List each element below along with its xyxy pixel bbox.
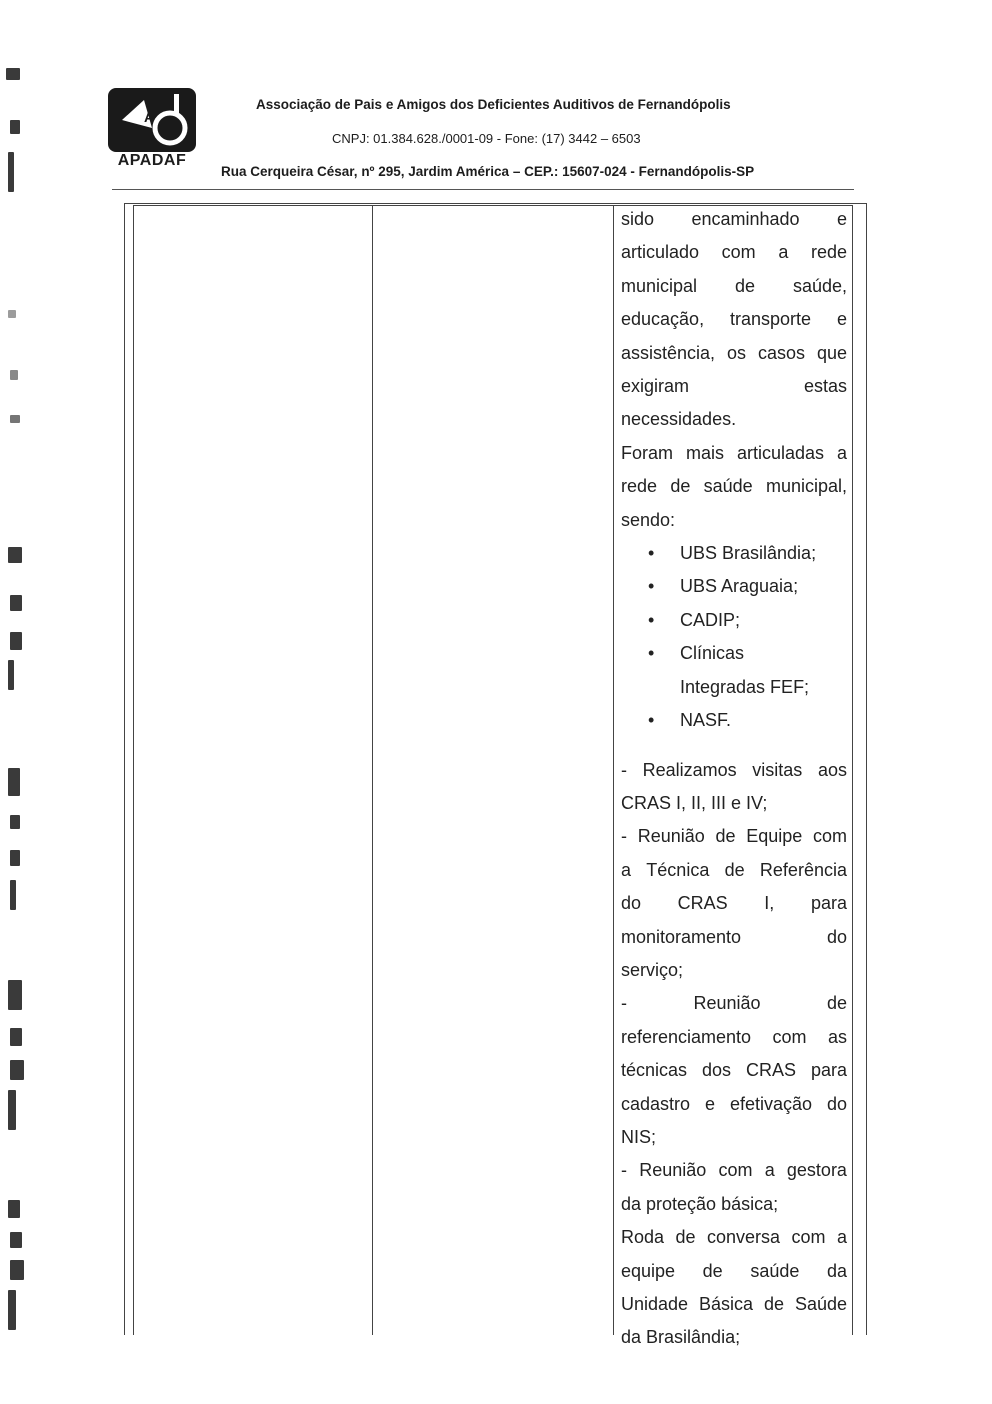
word: com [812, 826, 847, 847]
word: rede [621, 476, 658, 497]
word: Unidade [621, 1294, 689, 1314]
bullet-icon: • [648, 643, 655, 664]
word: do [826, 926, 847, 947]
bullet-icon: • [648, 609, 655, 630]
word: com [718, 1160, 753, 1181]
table-col-divider [852, 205, 853, 1335]
word: de [763, 1294, 784, 1314]
word: referenciamento [621, 1026, 752, 1047]
word: Básica [699, 1294, 754, 1314]
word: monitoramento [621, 926, 742, 947]
svg-text:A: A [144, 109, 155, 125]
table-col-divider [133, 205, 134, 1335]
word: de [702, 1260, 723, 1281]
word: casos [757, 342, 805, 363]
word: da [826, 1260, 847, 1281]
word: Roda [621, 1227, 665, 1248]
word: a [836, 442, 847, 463]
table-col-divider [613, 205, 614, 1335]
word: - [621, 993, 627, 1014]
text-line [621, 370, 847, 403]
header-divider [112, 189, 854, 190]
text-line [621, 236, 847, 269]
word: I, [764, 893, 775, 914]
text-line [621, 921, 847, 954]
word: exigiram [621, 376, 690, 397]
text-line [621, 887, 847, 920]
word: Foram [621, 442, 674, 463]
text-line [621, 337, 847, 370]
text-line [621, 1221, 847, 1254]
word: de [670, 476, 691, 497]
word: rede [810, 242, 847, 263]
word: - [621, 826, 627, 847]
text-line: NIS; [621, 1126, 657, 1147]
text-line: da Brasilândia; [621, 1327, 741, 1348]
word: Reunião [637, 826, 705, 847]
bullet-item [621, 570, 847, 603]
bullet-icon: • [648, 543, 655, 564]
word: com [791, 1227, 826, 1248]
word: Referência [759, 859, 847, 880]
bullet-text: NASF. [680, 710, 732, 731]
bullet-item [621, 704, 847, 737]
scan-edge-marks [0, 60, 40, 1350]
text-line [621, 270, 847, 303]
word: para [810, 893, 847, 914]
text-line [621, 1054, 847, 1087]
ear-logo-icon [108, 88, 196, 152]
word: municipal, [765, 476, 847, 497]
logo-text: APADAF [117, 152, 187, 169]
text-line [621, 203, 847, 236]
word: educação, [621, 309, 705, 330]
word: de [675, 1227, 696, 1248]
bullet-text: UBS Araguaia; [680, 576, 799, 597]
table-cell-actions [621, 203, 847, 1348]
bullet-item [621, 604, 847, 637]
word: e [836, 209, 847, 229]
word: de [826, 993, 847, 1014]
bullet-text: Clínicas [680, 643, 745, 664]
word: - [621, 1160, 627, 1181]
word: estas [803, 376, 847, 397]
text-line [621, 470, 847, 503]
word: conversa [706, 1227, 781, 1248]
word: aos [817, 759, 847, 780]
bullet-icon [621, 671, 680, 704]
paragraph-gap [621, 738, 847, 754]
word: articuladas [736, 442, 825, 463]
table-border-right [866, 203, 867, 1335]
word: CRAS [745, 1060, 796, 1081]
word: cadastro [621, 1093, 691, 1114]
word: Saúde [794, 1294, 847, 1314]
bullet-item [621, 537, 847, 570]
word: dos [702, 1060, 732, 1081]
word: equipe [621, 1260, 676, 1281]
text-line [621, 1021, 847, 1054]
bullet-icon: • [648, 576, 655, 597]
word: efetivação [729, 1093, 812, 1114]
bullet-icon: • [648, 710, 655, 731]
word: que [816, 342, 847, 363]
text-line [621, 1288, 847, 1321]
word: a [621, 859, 632, 880]
text-line: CRAS I, II, III e IV; [621, 792, 768, 813]
word: Técnica [646, 859, 710, 880]
word: de [715, 826, 736, 847]
word: a [778, 242, 789, 263]
word: - [621, 759, 627, 780]
word: com [772, 1026, 807, 1047]
word: a [836, 1227, 847, 1248]
word: saúde [703, 476, 753, 497]
table-border-left [124, 203, 125, 1335]
text-line: da proteção básica; [621, 1193, 779, 1214]
word: os [727, 342, 747, 363]
word: de [724, 859, 745, 880]
text-line [621, 1255, 847, 1288]
word: municipal [621, 275, 698, 296]
word: Equipe [746, 826, 803, 847]
word: Reunião [693, 993, 761, 1014]
word: para [810, 1060, 847, 1081]
word: visitas [752, 759, 803, 780]
word: saúde [750, 1260, 800, 1281]
bullet-text: Integradas FEF; [680, 676, 810, 697]
word: e [836, 309, 847, 330]
word: a [764, 1160, 775, 1181]
table-col-divider [372, 205, 373, 1335]
word: sido [621, 209, 655, 229]
word: Reunião [639, 1160, 707, 1181]
word: encaminhado [691, 209, 800, 229]
word: as [827, 1026, 847, 1047]
word: transporte [730, 309, 812, 330]
word: com [721, 242, 756, 263]
word: CRAS [677, 893, 728, 914]
word: do [621, 893, 642, 914]
word: articulado [621, 242, 700, 263]
word: mais [685, 442, 724, 463]
text-line [621, 820, 847, 853]
bullet-item [621, 671, 847, 704]
word: de [734, 275, 756, 296]
word: técnicas [621, 1060, 688, 1081]
word: saúde, [792, 275, 847, 296]
text-line: necessidades. [621, 409, 737, 430]
text-line [621, 1088, 847, 1121]
text-line [621, 1154, 847, 1187]
text-line: sendo: [621, 509, 676, 530]
word: Realizamos [642, 759, 737, 780]
bullet-text: UBS Brasilândia; [680, 543, 817, 564]
address-line: Rua Cerqueira César, nº 295, Jardim América – CEP.: 15607-024 - Fernandópolis-SP [221, 164, 755, 179]
word: gestora [786, 1160, 847, 1181]
word: do [826, 1093, 847, 1114]
bullet-item [621, 637, 847, 670]
organization-name: Associação de Pais e Amigos dos Deficientes Auditivos de Fernandópolis [256, 97, 731, 112]
text-line [621, 987, 847, 1020]
word: e [704, 1093, 715, 1114]
text-line [621, 854, 847, 887]
apadaf-logo [104, 86, 200, 174]
text-line [621, 754, 847, 787]
text-line: serviço; [621, 959, 684, 980]
text-line [621, 437, 847, 470]
word: assistência, [621, 342, 716, 363]
cnpj-phone-line: CNPJ: 01.384.628./0001-09 - Fone: (17) 3442 – 6503 [332, 131, 641, 146]
bullet-text: CADIP; [680, 609, 741, 630]
text-line [621, 303, 847, 336]
